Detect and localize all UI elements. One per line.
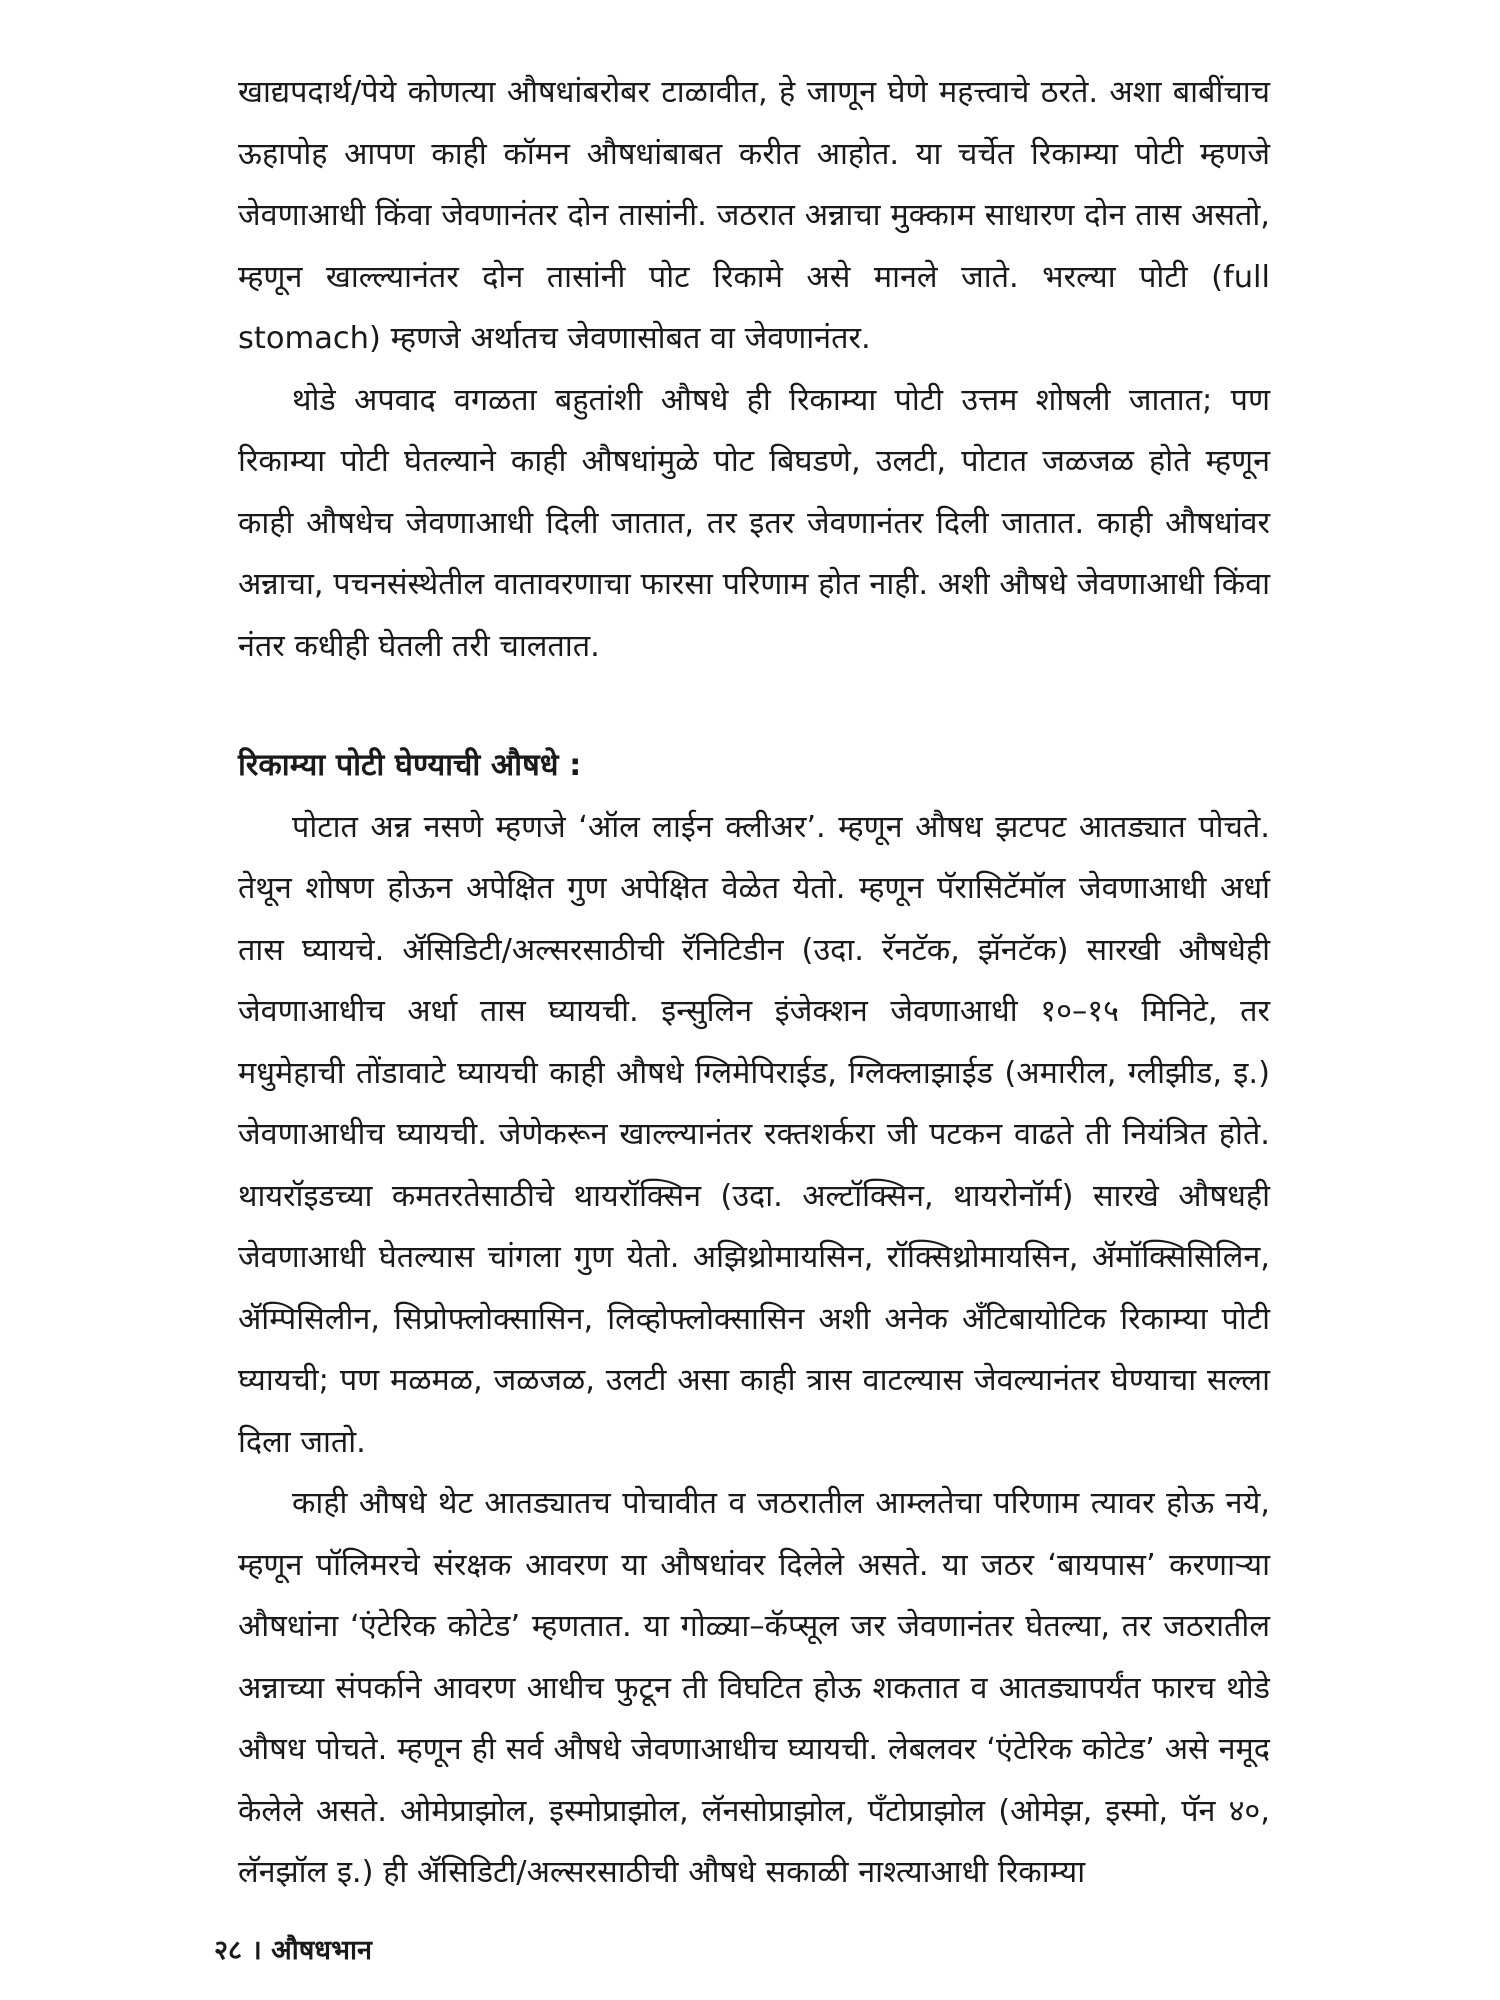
footer-separator: । [251,1935,262,1966]
paragraph-enteric-coated: काही औषधे थेट आतड्यातच पोचावीत व जठरातील आम्लतेचा परिणाम त्यावर होऊ नये, म्हणून पॉलिमरचे संरक्षक आवरण या औषधांवर दिलेले असते. या जठर ‘बायपास’ करणाऱ्या औषधांना ‘एंटेरिक कोटेड’ म्हणतात. या गोळ्या–कॅप्सूल जर जेवणानंतर घेतल्या, तर जठरातील अन्नाच्या संपर्काने आवरण आधीच फुटून ती विघटित होऊ शकतात व आतड्यापर्यंत फारच थोडे औषध पोचते. म्हणून ही सर्व औषधे जेवणाआधीच घ्यायची. लेबलवर ‘एंटेरिक कोटेड’ असे नमूद केलेले असते. ओमेप्राझोल, इस्मोप्राझोल, लॅनसोप्राझोल, पॅंटोप्राझोल (ओमेझ, इस्मो, पॅन ४०, लॅनझॉल इ.) ही ॲसिडिटी/अल्सरसाठीची औषधे सकाळी नाश्त्याआधी रिकाम्या [238,1486,1270,1890]
book-title: औषधभान [271,1935,372,1966]
section-heading: रिकाम्या पोटी घेण्याची औषधे : [238,748,582,783]
page-footer [214,1930,372,1967]
section-spacer [238,677,1270,735]
page-body [238,62,1270,1904]
page-number: २८ [214,1935,243,1966]
paragraph-empty-stomach-drugs: पोटात अन्न नसणे म्हणजे ‘ऑल लाईन क्लीअर’. म्हणून औषध झटपट आतड्यात पोचते. तेथून शोषण होऊन अपेक्षित गुण अपेक्षित वेळेत येतो. म्हणून पॅरासिटॅमॉल जेवणाआधी अर्धा तास घ्यायचे. ॲसिडिटी/अल्सरसाठीची रॅनिटिडीन (उदा. रॅनटॅक, झॅनटॅक) सारखी औषधेही जेवणाआधीच अर्धा तास घ्यायची. इन्सुलिन इंजेक्शन जेवणाआधी १०–१५ मिनिटे, तर मधुमेहाची तोंडावाटे घ्यायची काही औषधे ग्लिमेपिराईड, ग्लिक्लाझाईड (अमारील, ग्लीझीड, इ.) जेवणाआधीच घ्यायची. जेणेकरून खाल्ल्यानंतर रक्तशर्करा जी पटकन वाढते ती नियंत्रित होते. थायरॉइडच्या कमतरतेसाठीचे थायरॉक्सिन (उदा. अल्टॉक्सिन, थायरोनॉर्म) सारखे औषधही जेवणाआधी घेतल्यास चांगला गुण येतो. अझिथ्रोमायसिन, रॉक्सिथ्रोमायसिन, ॲमॉक्सिसिलिन, ॲम्पिसिलीन, सिप्रोफ्लोक्सासिन, लिव्होफ्लोक्सासिन अशी अनेक ॲंटिबायोटिक रिकाम्या पोटी घ्यायची; पण मळमळ, जळजळ, उलटी असा काही त्रास वाटल्यास जेवल्यानंतर घेण्याचा सल्ला दिला जातो. [238,809,1270,1460]
paragraph-empty-stomach-absorption: थोडे अपवाद वगळता बहुतांशी औषधे ही रिकाम्या पोटी उत्तम शोषली जातात; पण रिकाम्या पोटी घेतल्याने काही औषधांमुळे पोट बिघडणे, उलटी, पोटात जळजळ होते म्हणून काही औषधेच जेवणाआधी दिली जातात, तर इतर जेवणानंतर दिली जातात. काही औषधांवर अन्नाचा, पचनसंस्थेतील वातावरणाचा फारसा परिणाम होत नाही. अशी औषधे जेवणाआधी किंवा नंतर कधीही घेतली तरी चालतात. [238,382,1270,664]
paragraph-intro: खाद्यपदार्थ/पेये कोणत्या औषधांबरोबर टाळावीत, हे जाणून घेणे महत्त्वाचे ठरते. अशा बाबींचाच ऊहापोह आपण काही कॉमन औषधांबाबत करीत आहोत. या चर्चेत रिकाम्या पोटी म्हणजे जेवणाआधी किंवा जेवणानंतर दोन तासांनी. जठरात अन्नाचा मुक्काम साधारण दोन तास असतो, म्हणून खाल्ल्यानंतर दोन तासांनी पोट रिकामे असे मानले जाते. भरल्या पोटी (full stomach) म्हणजे अर्थातच जेवणासोबत वा जेवणानंतर. [238,75,1270,356]
